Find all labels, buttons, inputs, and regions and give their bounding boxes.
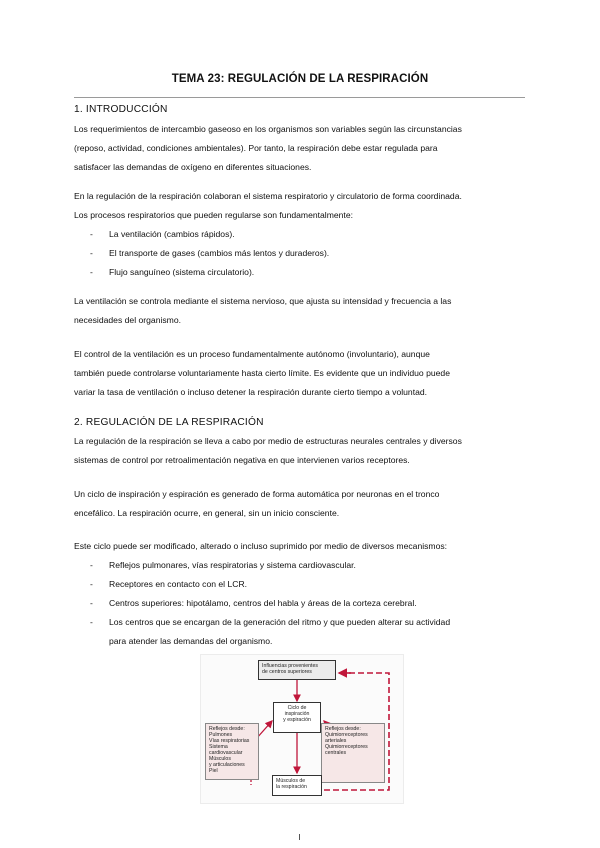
paragraph-line: satisfacer las demandas de oxígeno en diferentes situaciones. bbox=[74, 162, 312, 172]
list-bullet: - bbox=[90, 267, 93, 277]
list-item: - El transporte de gases (cambios más lentos y duraderos). bbox=[74, 244, 527, 263]
list-item: - Flujo sanguíneo (sistema circulatorio). bbox=[74, 263, 527, 282]
box-respiratory-cycle: Ciclo de inspiración y espiración bbox=[273, 702, 321, 733]
section-heading-regulacion: 2. REGULACIÓN DE LA RESPIRACIÓN bbox=[74, 417, 264, 428]
list-bullet: - bbox=[90, 560, 93, 570]
title-divider bbox=[74, 97, 525, 98]
list-bullet: - bbox=[90, 579, 93, 589]
paragraph-line: La ventilación se controla mediante el sistema nervioso, que ajusta su intensidad y frecuencia a las bbox=[74, 296, 452, 306]
paragraph-line: La regulación de la respiración se lleva a cabo por medio de estructuras neurales centrales y diversos bbox=[74, 436, 462, 446]
list-item: - Reflejos pulmonares, vías respiratorias y sistema cardiovascular. bbox=[74, 556, 527, 575]
paragraph-line: Un ciclo de inspiración y espiración es generado de forma automática por neuronas en el tronco bbox=[74, 489, 440, 499]
paragraph-line: En la regulación de la respiración colaboran el sistema respiratorio y circulatorio de forma coordinada. bbox=[74, 191, 462, 201]
paragraph-4 bbox=[74, 345, 527, 402]
paragraph-line: Los requerimientos de intercambio gaseoso en los organismos son variables según las circunstancias bbox=[74, 124, 462, 134]
paragraph-line: necesidades del organismo. bbox=[74, 315, 182, 325]
list-item: - Centros superiores: hipotálamo, centros del habla y áreas de la corteza cerebral. bbox=[74, 594, 527, 613]
paragraph-1 bbox=[74, 120, 527, 177]
paragraph-line: también puede controlarse voluntariamente hasta cierto límite. Es evidente que un individuo puede bbox=[74, 368, 450, 378]
list-bullet: - bbox=[90, 617, 93, 627]
box-reflexes-peripheral: Reflejos desde: Pulmones Vías respiratorias Sistema cardiovascular Músculos y articulaciones Piel bbox=[205, 723, 259, 780]
paragraph-line: El control de la ventilación es un proceso fundamentalmente autónomo (involuntario), aunque bbox=[74, 349, 430, 359]
paragraph-line: encefálico. La respiración ocurre, en general, sin un inicio consciente. bbox=[74, 508, 340, 518]
list-bullet: - bbox=[90, 229, 93, 239]
list-item-continuation: para atender las demandas del organismo. bbox=[109, 636, 273, 646]
list-item: - Los centros que se encargan de la generación del ritmo y que pueden alterar su actividad para atender las demandas del organismo. bbox=[74, 613, 527, 651]
paragraph-line: Los procesos respiratorios que pueden regularse son fundamentalmente: bbox=[74, 210, 353, 220]
list-modifying-mechanisms bbox=[74, 556, 527, 651]
list-item: - Receptores en contacto con el LCR. bbox=[74, 575, 527, 594]
paragraph-3 bbox=[74, 292, 527, 330]
paragraph-line: (reposo, actividad, condiciones ambientales). Por tanto, la respiración debe estar regulada para bbox=[74, 143, 438, 153]
respiration-control-diagram bbox=[200, 654, 404, 804]
page-marker bbox=[299, 834, 300, 840]
paragraph-6 bbox=[74, 485, 527, 523]
box-reflexes-chemoreceptors: Reflejos desde: Quimiorreceptores arteriales Quimiorreceptores centrales bbox=[321, 723, 385, 783]
list-item: - La ventilación (cambios rápidos). bbox=[74, 225, 527, 244]
list-regulable-processes bbox=[74, 225, 527, 282]
paragraph-line: variar la tasa de ventilación o incluso detener la respiración durante cierto tiempo a voluntad. bbox=[74, 387, 428, 397]
list-bullet: - bbox=[90, 598, 93, 608]
section-heading-introduccion: 1. INTRODUCCIÓN bbox=[74, 104, 168, 115]
page-title: TEMA 23: REGULACIÓN DE LA RESPIRACIÓN bbox=[171, 73, 429, 85]
paragraph-5 bbox=[74, 432, 527, 470]
paragraph-line: sistemas de control por retroalimentación negativa en que intervienen varios receptores. bbox=[74, 455, 410, 465]
box-respiratory-muscles: Músculos de la respiración bbox=[272, 775, 322, 796]
paragraph-2 bbox=[74, 187, 527, 225]
list-bullet: - bbox=[90, 248, 93, 258]
box-higher-centers: Influencias provenientes de centros superiores bbox=[258, 660, 336, 680]
paragraph-line: Este ciclo puede ser modificado, alterado o incluso suprimido por medio de diversos mecanismos: bbox=[74, 541, 448, 551]
paragraph-7 bbox=[74, 537, 527, 556]
